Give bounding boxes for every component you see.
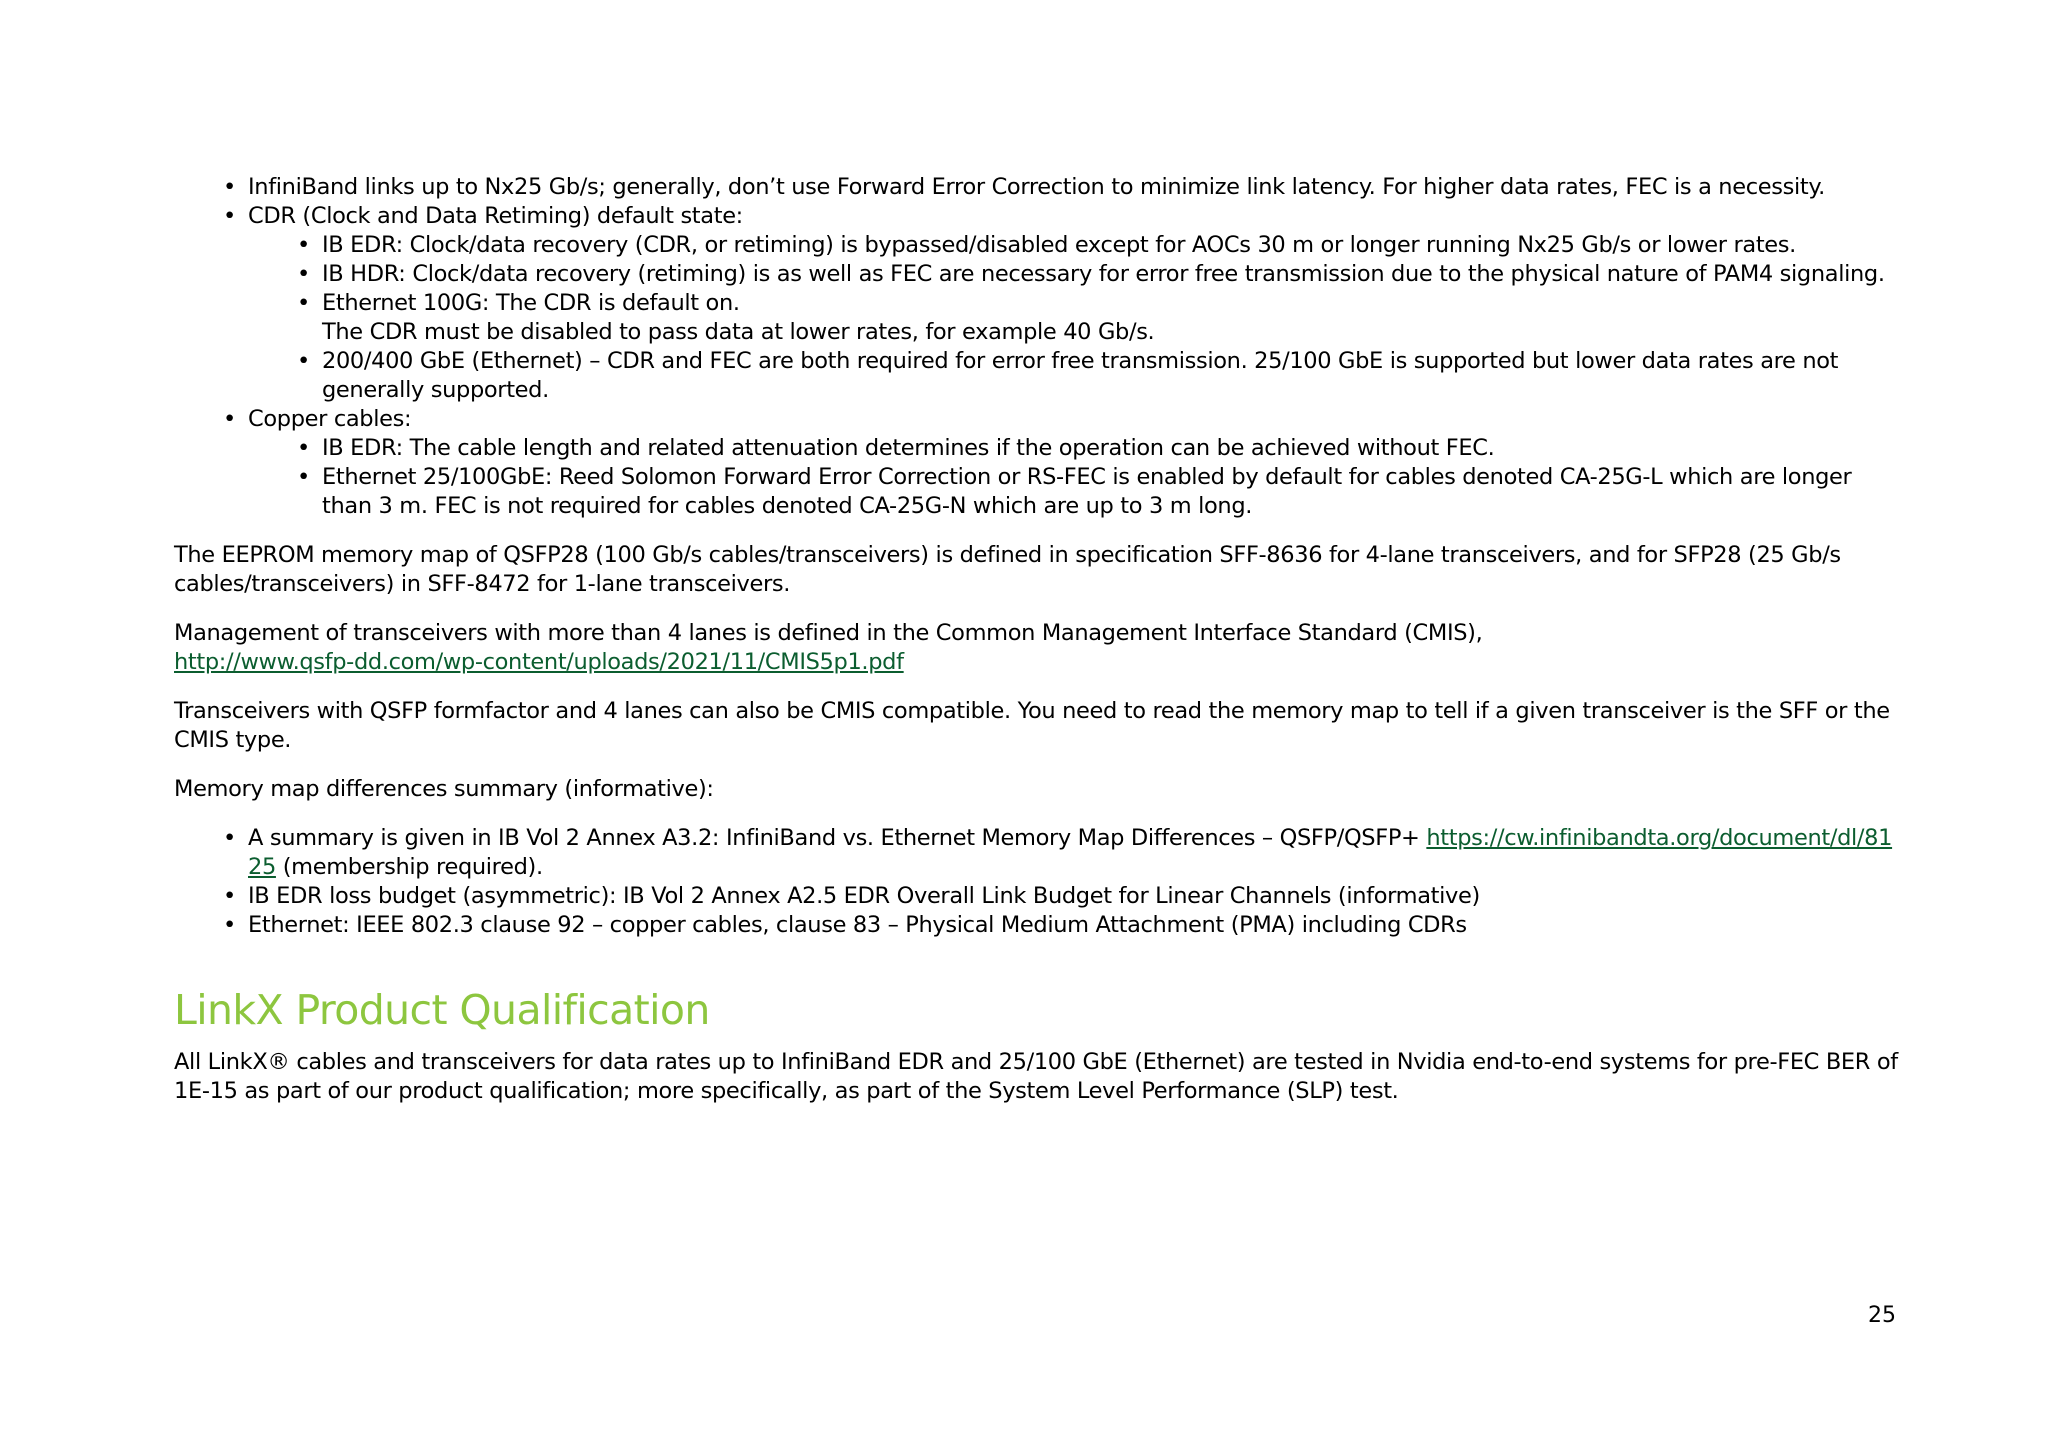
bullet-icon: •	[297, 261, 310, 287]
sub-list-item-continuation: The CDR must be disabled to pass data at lower rates, for example 40 Gb/s.	[322, 319, 1155, 345]
sub-list-item	[248, 289, 1906, 347]
list-item-text: InfiniBand links up to Nx25 Gb/s; generally, don’t use Forward Error Correction to minimize link latency. For higher data rates, FEC is a necessity.	[248, 174, 1825, 200]
section-heading: LinkX Product Qualification	[174, 986, 710, 1034]
bullet-icon: •	[297, 348, 310, 374]
sub-list-item-text: IB EDR: The cable length and related attenuation determines if the operation can be achieved without FEC.	[322, 435, 1495, 461]
bullet-icon: •	[297, 290, 310, 316]
list-item-text: CDR (Clock and Data Retiming) default state:	[248, 203, 743, 229]
sub-list-item	[248, 463, 1906, 521]
bullet-icon: •	[223, 203, 236, 229]
top-bullet-list	[174, 173, 1906, 521]
page-number: 25	[1868, 1303, 1896, 1328]
document-page	[174, 173, 1906, 1106]
sub-list-item-text: Ethernet 100G: The CDR is default on.	[322, 290, 740, 316]
sub-list-item-text: IB EDR: Clock/data recovery (CDR, or retiming) is bypassed/disabled except for AOCs 30 m or longer running Nx25 Gb/s or lower rates.	[322, 232, 1796, 258]
memory-map-intro: Memory map differences summary (informative):	[174, 776, 714, 802]
list-item	[174, 405, 1906, 521]
list-item	[174, 824, 1906, 882]
qsfp-paragraph: Transceivers with QSFP formfactor and 4 lanes can also be CMIS compatible. You need to read the memory map to tell if a given transceiver is the SFF or the CMIS type.	[174, 698, 1890, 753]
sub-list-item	[248, 231, 1906, 260]
bullet-icon: •	[223, 883, 236, 909]
list-item-text: A summary is given in IB Vol 2 Annex A3.2: InfiniBand vs. Ethernet Memory Map Differences – QSFP/QSFP+	[248, 825, 1427, 851]
list-item	[174, 911, 1906, 940]
sub-list-item	[248, 347, 1906, 405]
list-item-text: Ethernet: IEEE 802.3 clause 92 – copper cables, clause 83 – Physical Medium Attachment (PMA) including CDRs	[248, 912, 1467, 938]
cdr-sub-list	[174, 231, 1906, 405]
bullet-icon: •	[223, 912, 236, 938]
list-item-text: Copper cables:	[248, 406, 412, 432]
list-item	[174, 202, 1906, 405]
qualification-paragraph: All LinkX® cables and transceivers for data rates up to InfiniBand EDR and 25/100 GbE (Ethernet) are tested in Nvidia end-to-end systems for pre-FEC BER of 1E-15 as part of our product qualification; more specifically, as part of the System Level Performance (SLP) test.	[174, 1049, 1898, 1104]
management-text: Management of transceivers with more than 4 lanes is defined in the Common Management Interface Standard (CMIS),	[174, 620, 1483, 646]
bullet-icon: •	[223, 174, 236, 200]
sub-list-item-text: 200/400 GbE (Ethernet) – CDR and FEC are both required for error free transmission. 25/100 GbE is supported but lower data rates are not generally supported.	[322, 348, 1839, 403]
list-item	[174, 173, 1906, 202]
list-item-text: IB EDR loss budget (asymmetric): IB Vol 2 Annex A2.5 EDR Overall Link Budget for Linear Channels (informative)	[248, 883, 1480, 909]
bullet-icon: •	[297, 232, 310, 258]
management-paragraph	[174, 619, 1906, 677]
sub-list-item-text: IB HDR: Clock/data recovery (retiming) is as well as FEC are necessary for error free transmission due to the physical nature of PAM4 signaling.	[322, 261, 1885, 287]
list-item	[174, 882, 1906, 911]
bullet-icon: •	[297, 464, 310, 490]
sub-list-item	[248, 434, 1906, 463]
list-item-suffix: (membership required).	[275, 854, 543, 880]
bullet-icon: •	[223, 825, 236, 851]
sub-list-item-text: Ethernet 25/100GbE: Reed Solomon Forward Error Correction or RS-FEC is enabled by default for cables denoted CA-25G-L which are longer than 3 m. FEC is not required for cables denoted CA-25G-N which are up to 3 m long.	[322, 464, 1852, 519]
sub-list-item	[248, 260, 1906, 289]
eeprom-paragraph: The EEPROM memory map of QSFP28 (100 Gb/s cables/transceivers) is defined in specification SFF-8636 for 4-lane transceivers, and for SFP28 (25 Gb/s cables/transceivers) in SFF-8472 for 1-lane transceivers.	[174, 542, 1841, 597]
infinibandta-document-link[interactable]: https://cw.infinibandta.org/document/dl/8125	[248, 825, 1893, 880]
bullet-icon: •	[223, 406, 236, 432]
bullet-icon: •	[297, 435, 310, 461]
cmis-spec-link[interactable]: http://www.qsfp-dd.com/wp-content/uploads/2021/11/CMIS5p1.pdf	[174, 649, 904, 675]
memory-map-bullet-list	[174, 824, 1906, 940]
copper-sub-list	[174, 434, 1906, 521]
